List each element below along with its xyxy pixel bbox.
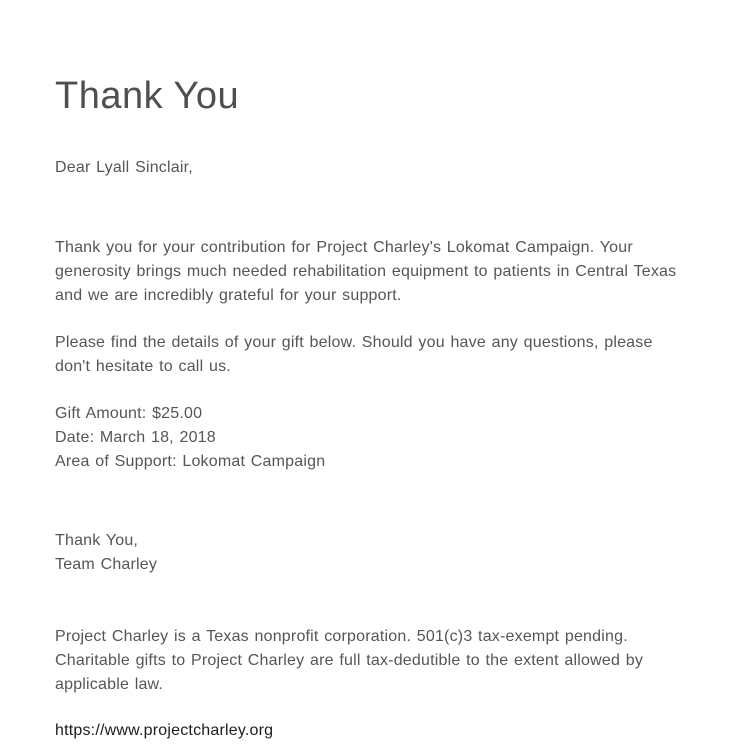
signoff-sender-line: Team Charley (55, 556, 158, 573)
page-title: Thank You (55, 75, 240, 117)
gift-amount-line: Gift Amount: $25.00 (55, 405, 203, 422)
gift-area-of-support-line: Area of Support: Lokomat Campaign (55, 453, 326, 470)
signoff-closing-line: Thank You, (55, 532, 139, 549)
gift-details-block (55, 402, 692, 474)
gift-date-line: Date: March 18, 2018 (55, 429, 216, 446)
thank-you-paragraph: Thank you for your contribution for Project Charley's Lokomat Campaign. Your generosity brings much needed rehabilitation equipment to patients in Central Texas and we are incredibly grateful for your support. (55, 239, 677, 304)
greeting-line: Dear Lyall Sinclair, (55, 159, 193, 176)
website-url-link[interactable]: https://www.projectcharley.org (55, 722, 274, 739)
nonprofit-disclaimer-paragraph: Project Charley is a Texas nonprofit corporation. 501(c)3 tax-exempt pending. Charitable gifts to Project Charley are full tax-dedutible to the extent allowed by applicable law. (55, 628, 644, 693)
signoff-block (55, 529, 692, 577)
gift-details-intro-paragraph: Please find the details of your gift below. Should you have any questions, please don't hesitate to call us. (55, 334, 653, 375)
